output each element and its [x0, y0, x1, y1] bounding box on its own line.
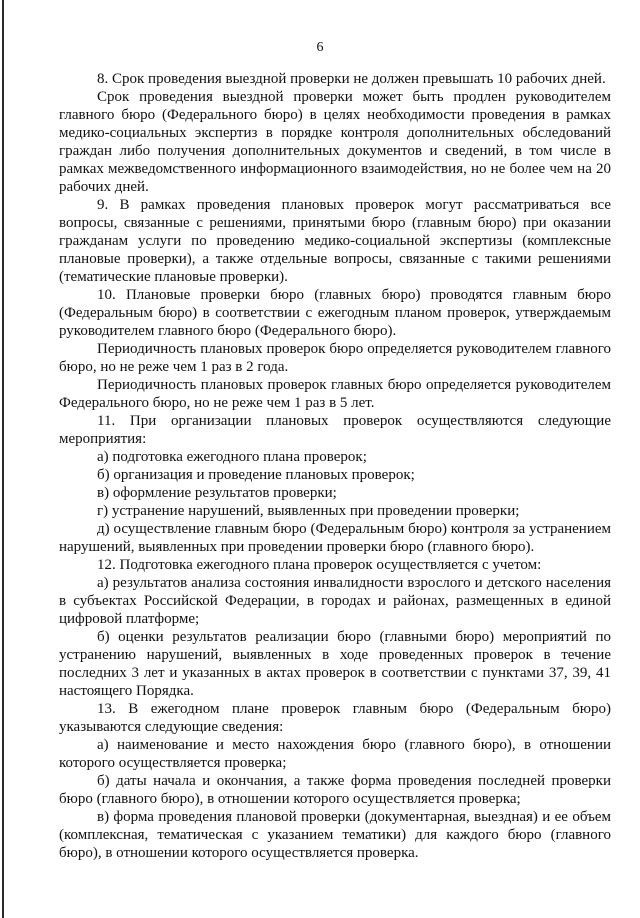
- list-item-12b: б) оценки результатов реализации бюро (главными бюро) мероприятий по устранению нарушений, выявленных в ходе проведенных проверок в течение последних 3 лет и указанных в актах проверок в соответствии с пунктами 37, 39, 41 настоящего Порядка.: [59, 629, 611, 699]
- list-item-13a: а) наименование и место нахождения бюро (главного бюро), в отношении которого осуществляется проверка;: [59, 737, 611, 771]
- paragraph-13: 13. В ежегодном плане проверок главным бюро (Федеральным бюро) указываются следующие сведения:: [59, 701, 611, 735]
- paragraph-8-extension: Срок проведения выездной проверки может быть продлен руководителем главного бюро (Федерального бюро) в целях необходимости проведения в рамках медико-социальных экспертиз в порядке контроля дополнительных обследований граждан либо получения дополнительных документов и сведений, в том числе в рамках межведомственного информационного взаимодействия, но не более чем на 20 рабочих дней.: [59, 89, 611, 195]
- paragraph-11: 11. При организации плановых проверок осуществляются следующие мероприятия:: [59, 413, 611, 447]
- list-item-13b: б) даты начала и окончания, а также форма проведения последней проверки бюро (главного бюро), в отношении которого осуществляется проверка;: [59, 773, 611, 807]
- paragraph-9: 9. В рамках проведения плановых проверок могут рассматриваться все вопросы, связанные с решениями, принятыми бюро (главным бюро) при оказании гражданам услуги по проведению медико-социальной экспертизы (комплексные плановые проверки), а также отдельные вопросы, связанные с такими решениями (тематические плановые проверки).: [59, 197, 611, 285]
- paragraph-10-periodicity-main-bureau: Периодичность плановых проверок главных бюро определяется руководителем Федерального бюро, но не реже чем 1 раз в 5 лет.: [59, 377, 611, 411]
- paragraph-10-periodicity-bureau: Периодичность плановых проверок бюро определяется руководителем главного бюро, но не реже чем 1 раз в 2 года.: [59, 341, 611, 375]
- list-item-12a: а) результатов анализа состояния инвалидности взрослого и детского населения в субъектах Российской Федерации, в городах и районах, размещенных в единой цифровой платформе;: [59, 575, 611, 627]
- list-item-11d: г) устранение нарушений, выявленных при проведении проверки;: [97, 503, 520, 519]
- paragraph-10: 10. Плановые проверки бюро (главных бюро) проводятся главным бюро (Федеральным бюро) в соответствии с ежегодным планом проверок, утверждаемым руководителем главного бюро (Федерального бюро).: [59, 287, 611, 339]
- list-item-11c: в) оформление результатов проверки;: [97, 485, 337, 501]
- paragraph-8: 8. Срок проведения выездной проверки не должен превышать 10 рабочих дней.: [97, 71, 606, 87]
- document-body: [59, 70, 611, 862]
- list-item-11e: д) осуществление главным бюро (Федеральным бюро) контроля за устранением нарушений, выявленных при проведении проверки бюро (главного бюро).: [59, 521, 611, 555]
- paragraph-12: 12. Подготовка ежегодного плана проверок осуществляется с учетом:: [97, 557, 542, 573]
- list-item-11a: а) подготовка ежегодного плана проверок;: [97, 449, 367, 465]
- scan-edge-line: [2, 0, 4, 918]
- list-item-11b: б) организация и проведение плановых проверок;: [97, 467, 415, 483]
- page-number: 6: [316, 40, 324, 55]
- list-item-13c: в) форма проведения плановой проверки (документарная, выездная) и ее объем (комплексная, тематическая с указанием тематики) для каждого бюро (главного бюро), в отношении которого осуществляется проверка.: [59, 809, 611, 861]
